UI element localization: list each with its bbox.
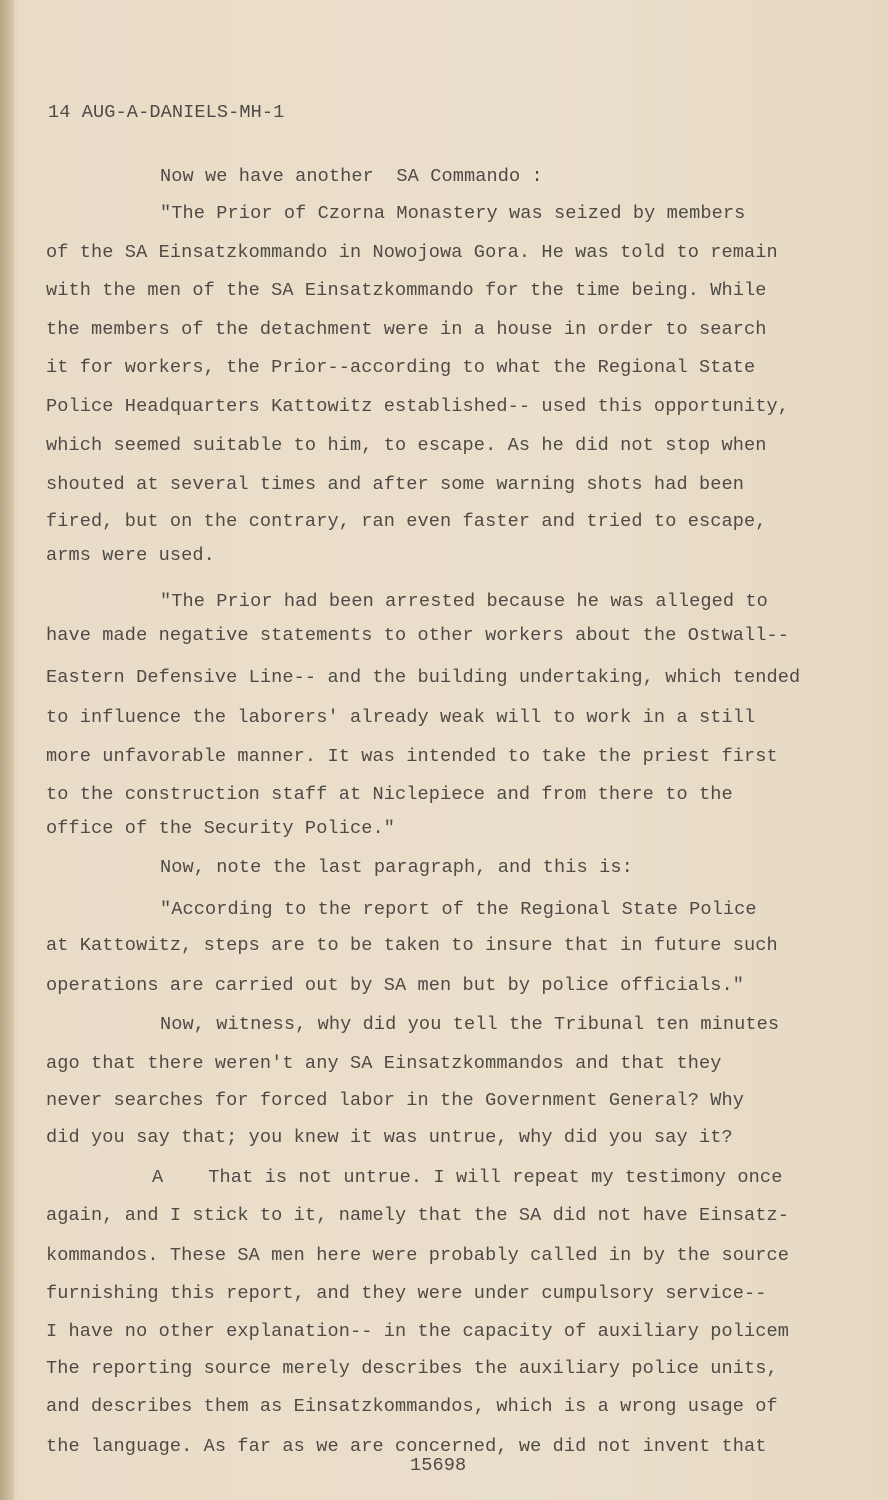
text-line: it for workers, the Prior--according to what the Regional State [46,357,756,378]
text-line: shouted at several times and after some warning shots had been [46,474,744,495]
text-line: which seemed suitable to him, to escape. As he did not stop when [46,435,767,456]
text-line: The reporting source merely describes the auxiliary police units, [46,1358,778,1379]
text-line: the language. As far as we are concerned, we did not invent that [46,1436,767,1457]
text-line: Eastern Defensive Line-- and the building undertaking, which tended [46,667,801,688]
text-line: never searches for forced labor in the Government General? Why [46,1090,744,1111]
text-line: "According to the report of the Regional State Police [160,899,757,920]
text-line: more unfavorable manner. It was intended to take the priest first [46,746,778,767]
text-line: Now we have another SA Commando : [160,166,543,187]
text-line: with the men of the SA Einsatzkommando for the time being. While [46,280,767,301]
text-line: arms were used. [46,545,215,566]
text-line: furnishing this report, and they were under cumpulsory service-- [46,1283,767,1304]
text-line: to the construction staff at Niclepiece and from there to the [46,784,733,805]
text-line: "The Prior of Czorna Monastery was seized by members [160,203,746,224]
text-line: I have no other explanation-- in the capacity of auxiliary policem [46,1321,790,1342]
text-line: at Kattowitz, steps are to be taken to insure that in future such [46,935,778,956]
text-line: operations are carried out by SA men but by police officials." [46,975,744,996]
paper-edge [0,0,14,1500]
text-line: Now, note the last paragraph, and this is: [160,857,633,878]
text-line: fired, but on the contrary, ran even faster and tried to escape, [46,511,767,532]
text-line: Police Headquarters Kattowitz established-- used this opportunity, [46,396,790,417]
text-line: and describes them as Einsatzkommandos, which is a wrong usage of [46,1396,778,1417]
page-number: 15698 [410,1455,467,1476]
text-line: office of the Security Police." [46,818,395,839]
text-line: the members of the detachment were in a house in order to search [46,319,767,340]
text-line: A That is not untrue. I will repeat my testimony once [152,1167,783,1188]
text-line: Now, witness, why did you tell the Tribunal ten minutes [160,1014,780,1035]
text-line: "The Prior had been arrested because he was alleged to [160,591,768,612]
text-line: to influence the laborers' already weak will to work in a still [46,707,756,728]
text-line: did you say that; you knew it was untrue, why did you say it? [46,1127,733,1148]
document-header: 14 AUG-A-DANIELS-MH-1 [48,102,285,123]
text-line: ago that there weren't any SA Einsatzkommandos and that they [46,1053,722,1074]
text-line: kommandos. These SA men here were probably called in by the source [46,1245,790,1266]
text-line: again, and I stick to it, namely that the SA did not have Einsatz- [46,1205,790,1226]
text-line: of the SA Einsatzkommando in Nowojowa Gora. He was told to remain [46,242,778,263]
text-line: have made negative statements to other workers about the Ostwall-- [46,625,790,646]
